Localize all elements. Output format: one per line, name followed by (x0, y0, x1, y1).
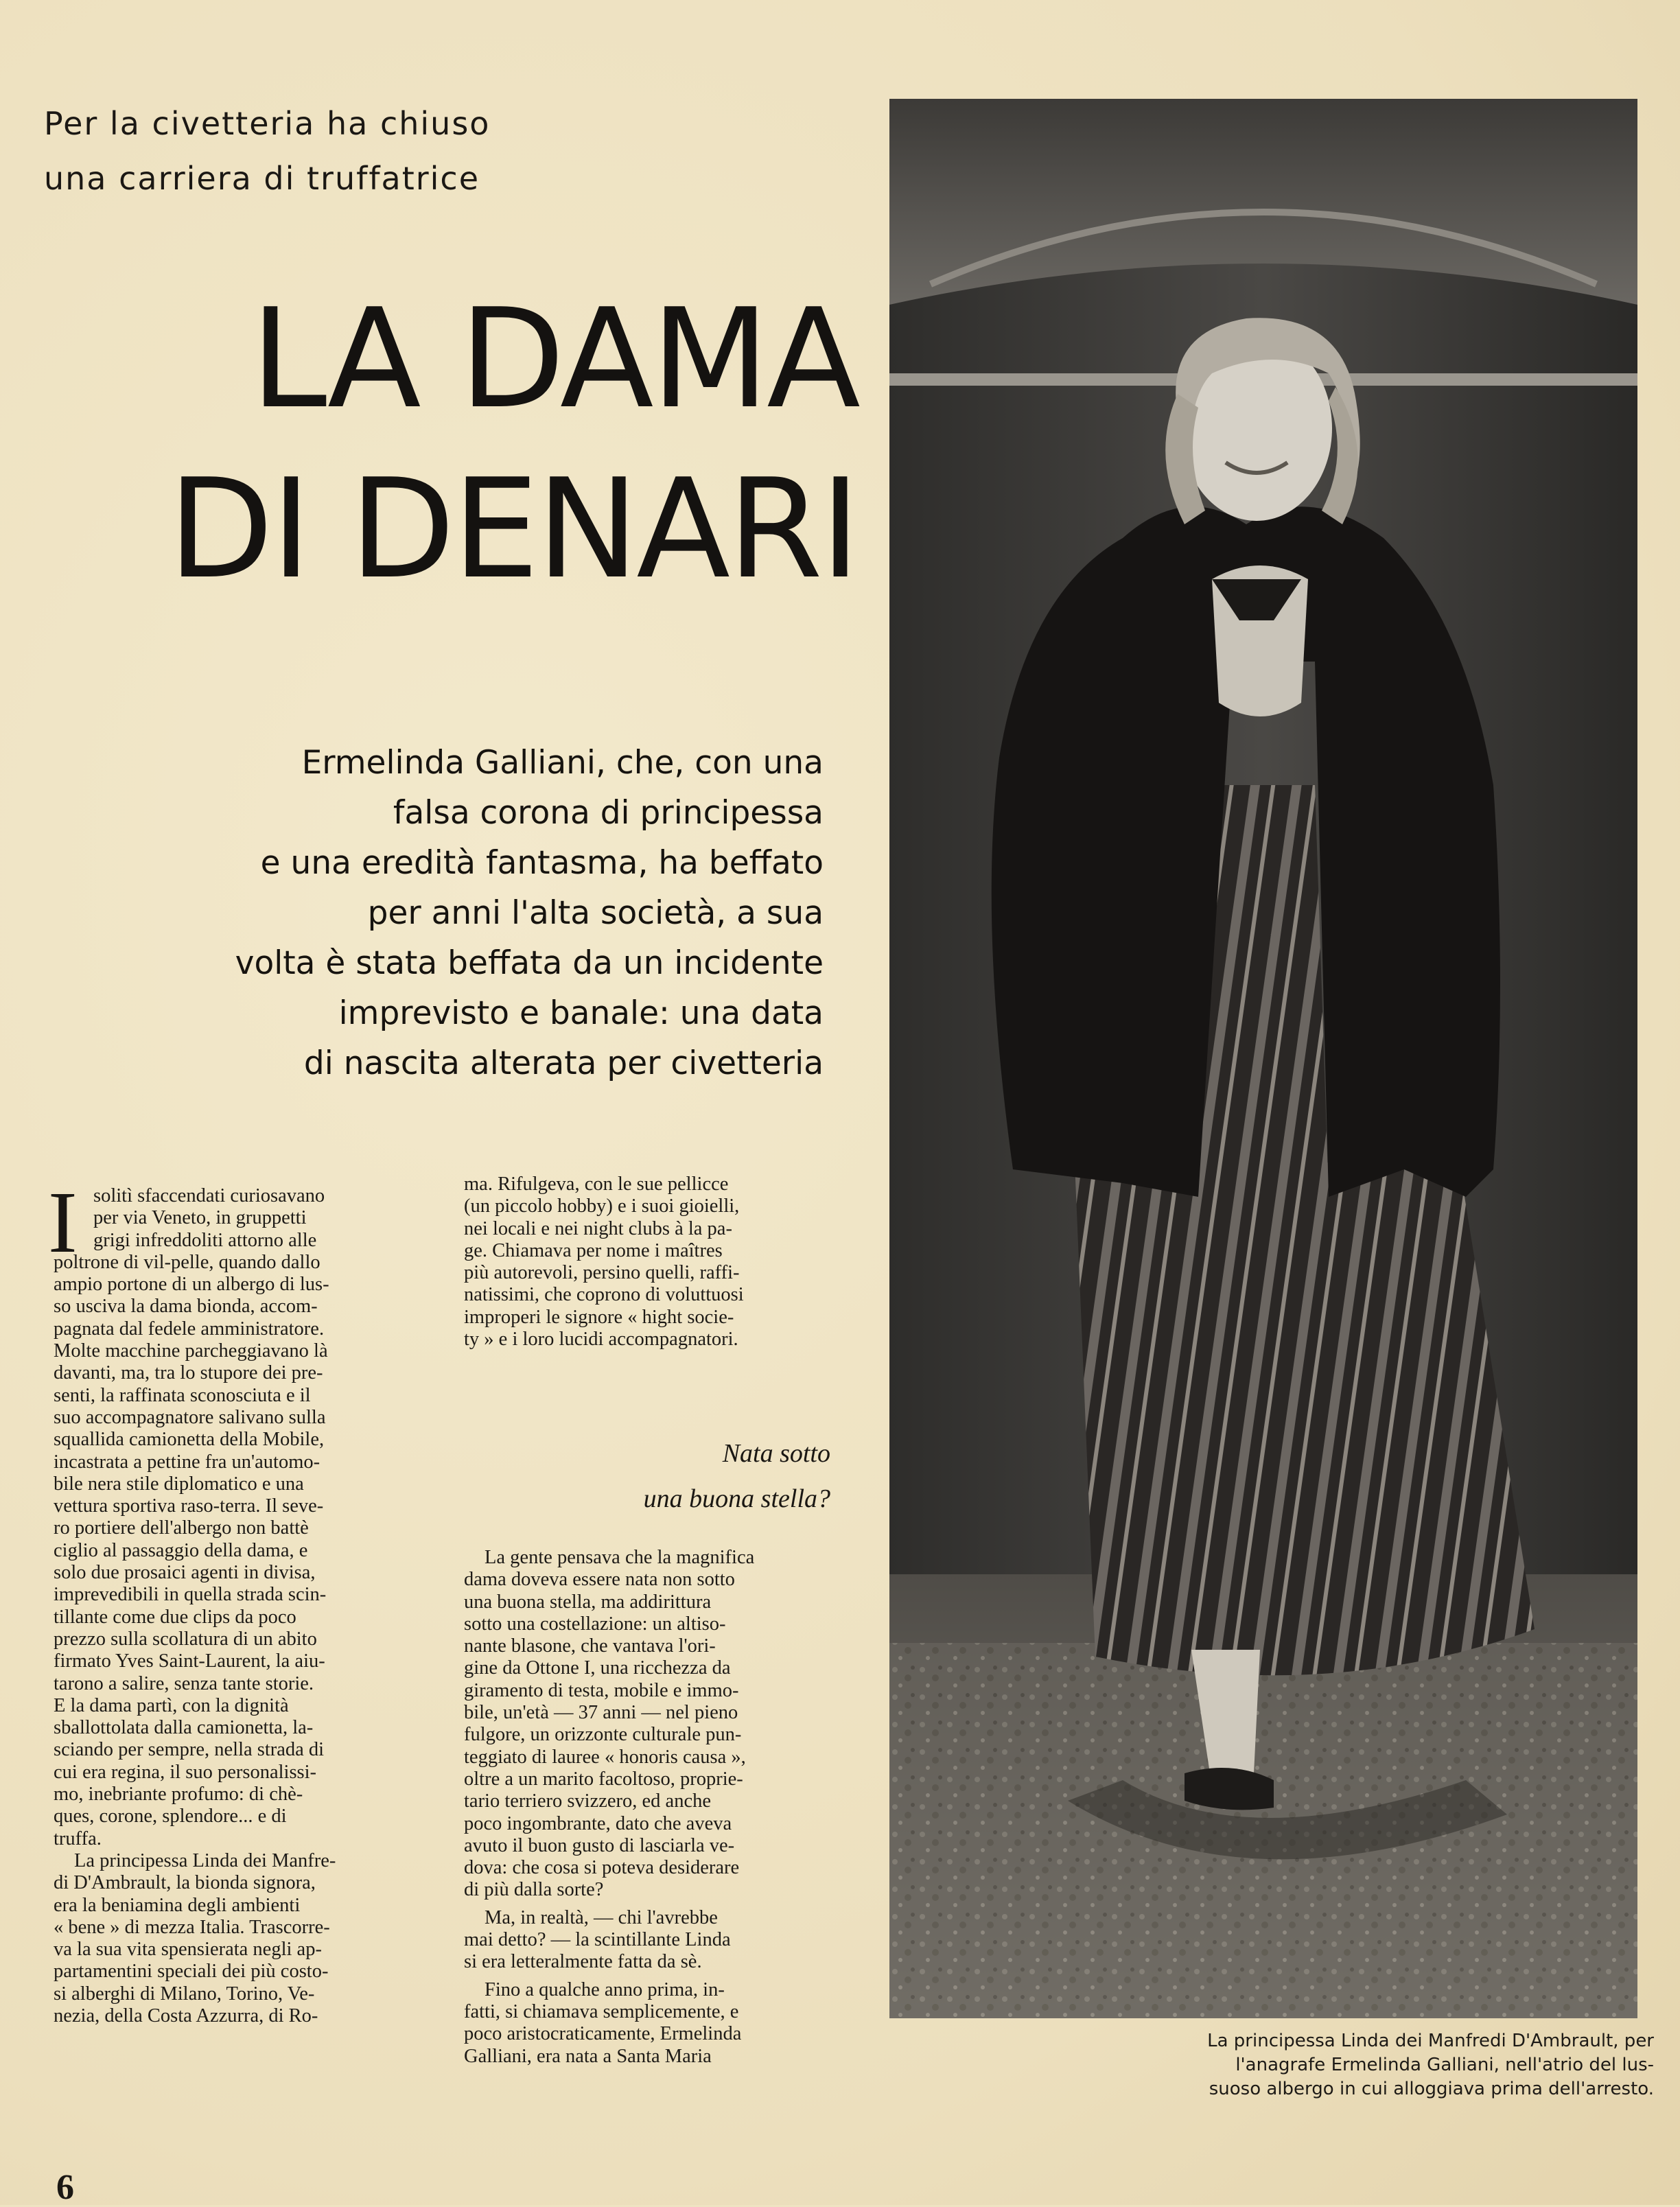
text-line: natissimi, che coprono di voluttuosi (464, 1284, 744, 1306)
subhead-line: Nata sotto (722, 1439, 830, 1468)
text-line: ques, corone, splendore... e di (54, 1806, 287, 1828)
text-line: partamentini speciali dei più costo- (54, 1961, 329, 1983)
text-line: mo, inebriante profumo: di chè- (54, 1784, 303, 1806)
deck-line: e una eredità fantasma, ha beffato (260, 844, 824, 882)
text-line: grigi infreddoliti attorno alle (93, 1229, 317, 1251)
deck (137, 738, 824, 1088)
deck-line: volta è stata beffata da un incidente (235, 944, 824, 982)
kicker (44, 96, 833, 206)
text-line: giramento di testa, mobile e immo- (464, 1679, 739, 1701)
article-column-2-top (464, 1173, 830, 1351)
deck-line: falsa corona di principessa (393, 794, 824, 832)
text-line: senti, la raffinata sconosciuta e il (54, 1384, 311, 1406)
text-line: improperi le signore « hight socie- (464, 1306, 734, 1328)
text-line: sballottolata dalla camionetta, la- (54, 1717, 314, 1739)
text-line: (un piccolo hobby) e i suoi gioielli, (464, 1195, 740, 1217)
text-line: sciando per sempre, nella strada di (54, 1739, 325, 1761)
article-column-2-bottom (464, 1547, 830, 2068)
caption-line: La principessa Linda dei Manfredi D'Ambrault, per (1207, 2031, 1654, 2051)
text-line: Molte macchine parcheggiavano là (54, 1340, 328, 1362)
text-line: ciglio al passaggio della dama, e (54, 1539, 308, 1561)
text-line: nei locali e nei night clubs à la pa- (464, 1217, 732, 1239)
text-line: era la beniamina degli ambienti (54, 1894, 301, 1916)
text-line: fatti, si chiamava semplicemente, e (464, 2000, 739, 2022)
deck-line: di nascita alterata per civetteria (303, 1044, 824, 1082)
text-line: ma. Rifulgeva, con le sue pellicce (464, 1173, 729, 1195)
section-subhead (522, 1431, 830, 1521)
article-column-1 (54, 1185, 421, 2027)
text-line: si era letteralmente fatta da sè. (464, 1951, 702, 1973)
text-line: avuto il buon gusto di lasciarla ve- (464, 1834, 735, 1856)
text-line: ro portiere dell'albergo non battè (54, 1517, 309, 1539)
kicker-line: Per la civetteria ha chiuso (44, 105, 491, 142)
text-line: gine da Ottone I, una ricchezza da (464, 1657, 731, 1679)
text-line: bile nera stile diplomatico e una (54, 1473, 304, 1495)
text-line: ty » e i loro lucidi accompagnatori. (464, 1329, 738, 1351)
text-line: ampio portone di un albergo di lus- (54, 1274, 329, 1296)
text-line: solo due prosaici agenti in divisa, (54, 1562, 316, 1584)
text-line: oltre a un marito facoltoso, proprie- (464, 1768, 743, 1790)
kicker-line: una carriera di truffatrice (44, 160, 480, 197)
text-line: solitì sfaccendati curiosavano (93, 1185, 325, 1206)
text-line: si alberghi di Milano, Torino, Ve- (54, 1983, 315, 2005)
text-line: cui era regina, il suo personalissi- (54, 1761, 317, 1783)
text-line: va la sua vita spensierata negli ap- (54, 1939, 322, 1961)
text-line: più autorevoli, persino quelli, raffi- (464, 1262, 740, 1284)
photo-caption (1139, 2029, 1654, 2101)
text-line: poltrone di vil-pelle, quando dallo (54, 1251, 320, 1273)
text-line: mai detto? — la scintillante Linda (464, 1929, 731, 1951)
caption-line: l'anagrafe Ermelinda Galliani, nell'atrio del lus- (1235, 2055, 1654, 2075)
text-line: davanti, ma, tra lo stupore dei pre- (54, 1362, 323, 1384)
text-line: nante blasone, che vantava l'ori- (464, 1635, 716, 1657)
text-line: La gente pensava che la magnifica (485, 1547, 755, 1568)
text-line: ge. Chiamava per nome i maîtres (464, 1239, 723, 1261)
text-line: imprevedibili in quella strada scin- (54, 1584, 327, 1606)
text-line: tillante come due clips da poco (54, 1606, 296, 1628)
text-line: fulgore, un orizzonte culturale pun- (464, 1724, 742, 1746)
deck-line: imprevisto e banale: una data (338, 994, 824, 1032)
text-line: E la dama partì, con la dignità (54, 1694, 289, 1716)
text-line: pagnata dal fedele amministratore. (54, 1318, 325, 1340)
text-line: truffa. (54, 1828, 102, 1849)
text-line: tario terriero svizzero, ed anche (464, 1790, 712, 1812)
deck-line: per anni l'alta società, a sua (367, 894, 824, 932)
text-line: Galliani, era nata a Santa Maria (464, 2045, 712, 2067)
page-number: 6 (56, 2168, 74, 2207)
text-line: firmato Yves Saint-Laurent, la aiu- (54, 1650, 325, 1672)
drop-cap: I (48, 1173, 78, 1271)
text-line: dama doveva essere nata non sotto (464, 1569, 735, 1591)
text-line: suo accompagnatore salivano sulla (54, 1406, 326, 1428)
text-line: squallida camionetta della Mobile, (54, 1429, 325, 1451)
text-line: Ma, in realtà, — chi l'avrebbe (485, 1906, 718, 1928)
text-line: bile, un'età — 37 anni — nel pieno (464, 1702, 738, 1724)
headline-line: DI DENARI (167, 449, 858, 609)
deck-line: Ermelinda Galliani, che, con una (301, 744, 824, 782)
text-line: La principessa Linda dei Manfre- (74, 1849, 336, 1871)
text-line: prezzo sulla scollatura di un abito (54, 1628, 317, 1650)
text-line: poco ingombrante, dato che aveva (464, 1812, 732, 1834)
text-line: sotto una costellazione: un altiso- (464, 1613, 726, 1635)
text-line: tarono a salire, senza tante storie. (54, 1672, 314, 1694)
text-line: « bene » di mezza Italia. Trascorre- (54, 1916, 330, 1938)
portrait-illustration (889, 99, 1637, 2018)
text-line: vettura sportiva raso-terra. Il seve- (54, 1495, 324, 1517)
text-line: incastrata a pettine fra un'automo- (54, 1451, 320, 1473)
text-line: una buona stella, ma addirittura (464, 1591, 712, 1613)
text-line: di D'Ambrault, la bionda signora, (54, 1872, 316, 1894)
text-line: poco aristocraticamente, Ermelinda (464, 2023, 742, 2045)
text-line: Fino a qualche anno prima, in- (485, 1978, 725, 2000)
caption-line: suoso albergo in cui alloggiava prima dell'arresto. (1209, 2079, 1654, 2099)
text-line: nezia, della Costa Azzurra, di Ro- (54, 2005, 318, 2027)
text-line: so usciva la dama bionda, accom- (54, 1296, 318, 1318)
portrait-photo (889, 99, 1637, 2018)
headline-line: LA DAMA (250, 279, 858, 439)
headline (103, 275, 858, 615)
text-line: di più dalla sorte? (464, 1879, 604, 1901)
text-line: dova: che cosa si poteva desiderare (464, 1857, 740, 1879)
text-line: per via Veneto, in gruppetti (93, 1207, 307, 1229)
text-line: teggiato di lauree « honoris causa », (464, 1746, 746, 1768)
subhead-line: una buona stella? (643, 1484, 830, 1513)
